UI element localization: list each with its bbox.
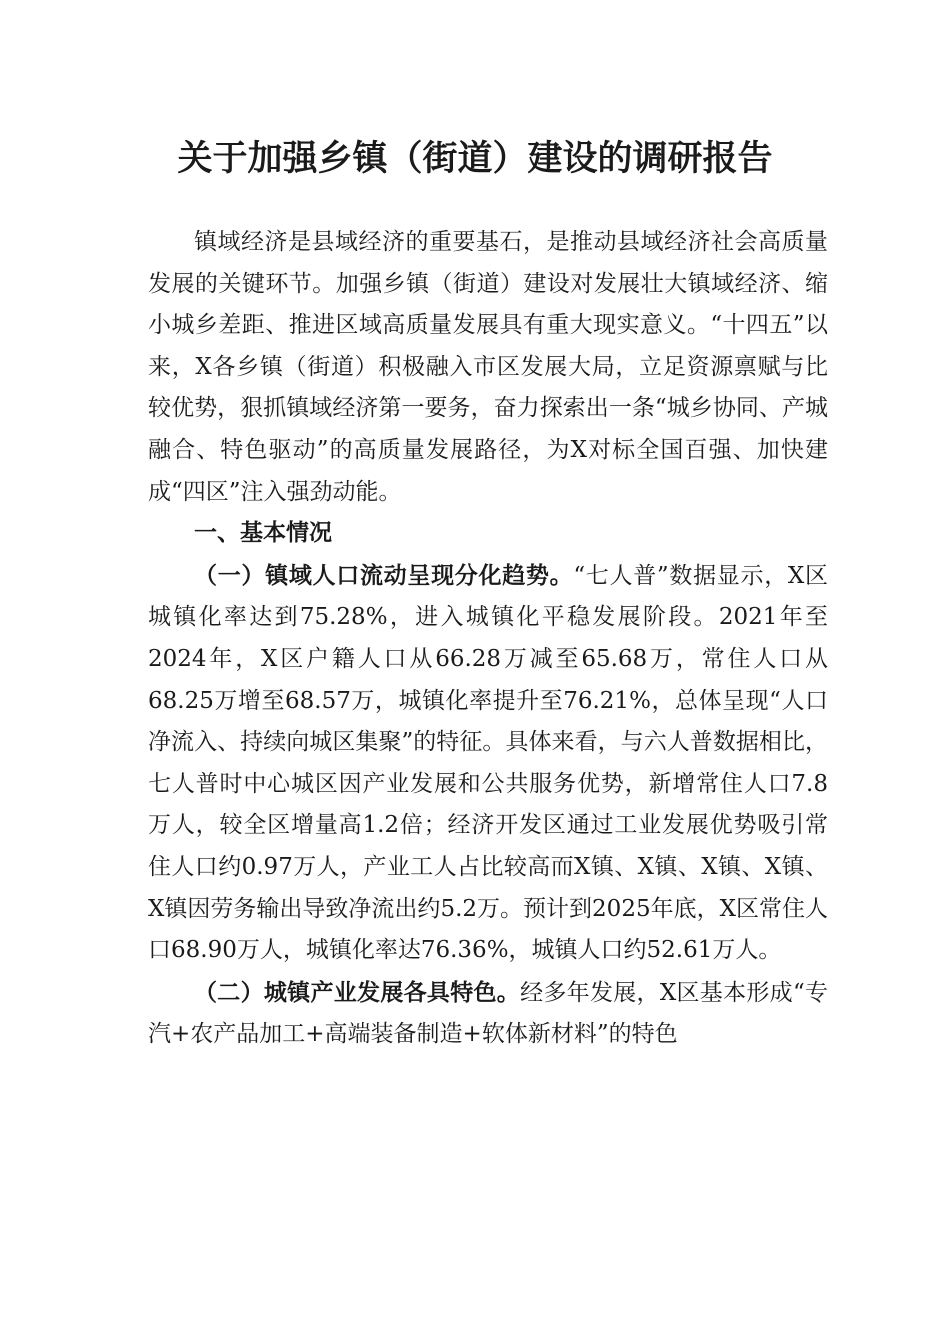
subsection-2-paragraph (148, 972, 828, 1056)
document-body (148, 222, 828, 1056)
document-title: 关于加强乡镇（街道）建设的调研报告 (177, 139, 773, 179)
section-heading-basic-situation: 一、基本情况 (194, 520, 332, 547)
subsection-2-heading: （二）城镇产业发展各具特色。 (194, 978, 521, 1006)
subsection-1-heading: （一）镇域人口流动呈现分化趋势。 (194, 561, 574, 589)
subsection-1-body: “七人普”数据显示，X区城镇化率达到75.28%，进入城镇化平稳发展阶段。2021年至2024年，X区户籍人口从66.28万减至65.68万，常住人口从68.25万增至68.57万，城镇化率提升至76.21%，总体呈现“人口净流入、持续向城区集聚”的特征。具体来看，与六人普数据相比，七人普时中心城区因产业发展和公共服务优势，新增常住人口7.8万人，较全区增量高1.2倍；经济开发区通过工业发展优势吸引常住人口约0.97万人，产业工人占比较高而X镇、X镇、X镇、X镇、X镇因劳务输出导致净流出约5.2万。预计到2025年底，X区常住人口68.90万人，城镇化率达76.36%，城镇人口约52.61万人。 (148, 562, 829, 964)
intro-paragraph: 镇域经济是县域经济的重要基石，是推动县域经济社会高质量发展的关键环节。加强乡镇（街道）建设对发展壮大镇域经济、缩小城乡差距、推进区域高质量发展具有重大现实意义。“十四五”以来，X各乡镇（街道）积极融入市区发展大局，立足资源禀赋与比较优势，狠抓镇域经济第一要务，奋力探索出一条“城乡协同、产城融合、特色驱动”的高质量发展路径，为X对标全国百强、加快建成“四区”注入强劲动能。 (148, 229, 828, 505)
subsection-2-body: 经多年发展，X区基本形成“专汽+农产品加工+高端装备制造+软体新材料”的特色 (148, 979, 828, 1048)
subsection-1-paragraph (148, 555, 828, 972)
